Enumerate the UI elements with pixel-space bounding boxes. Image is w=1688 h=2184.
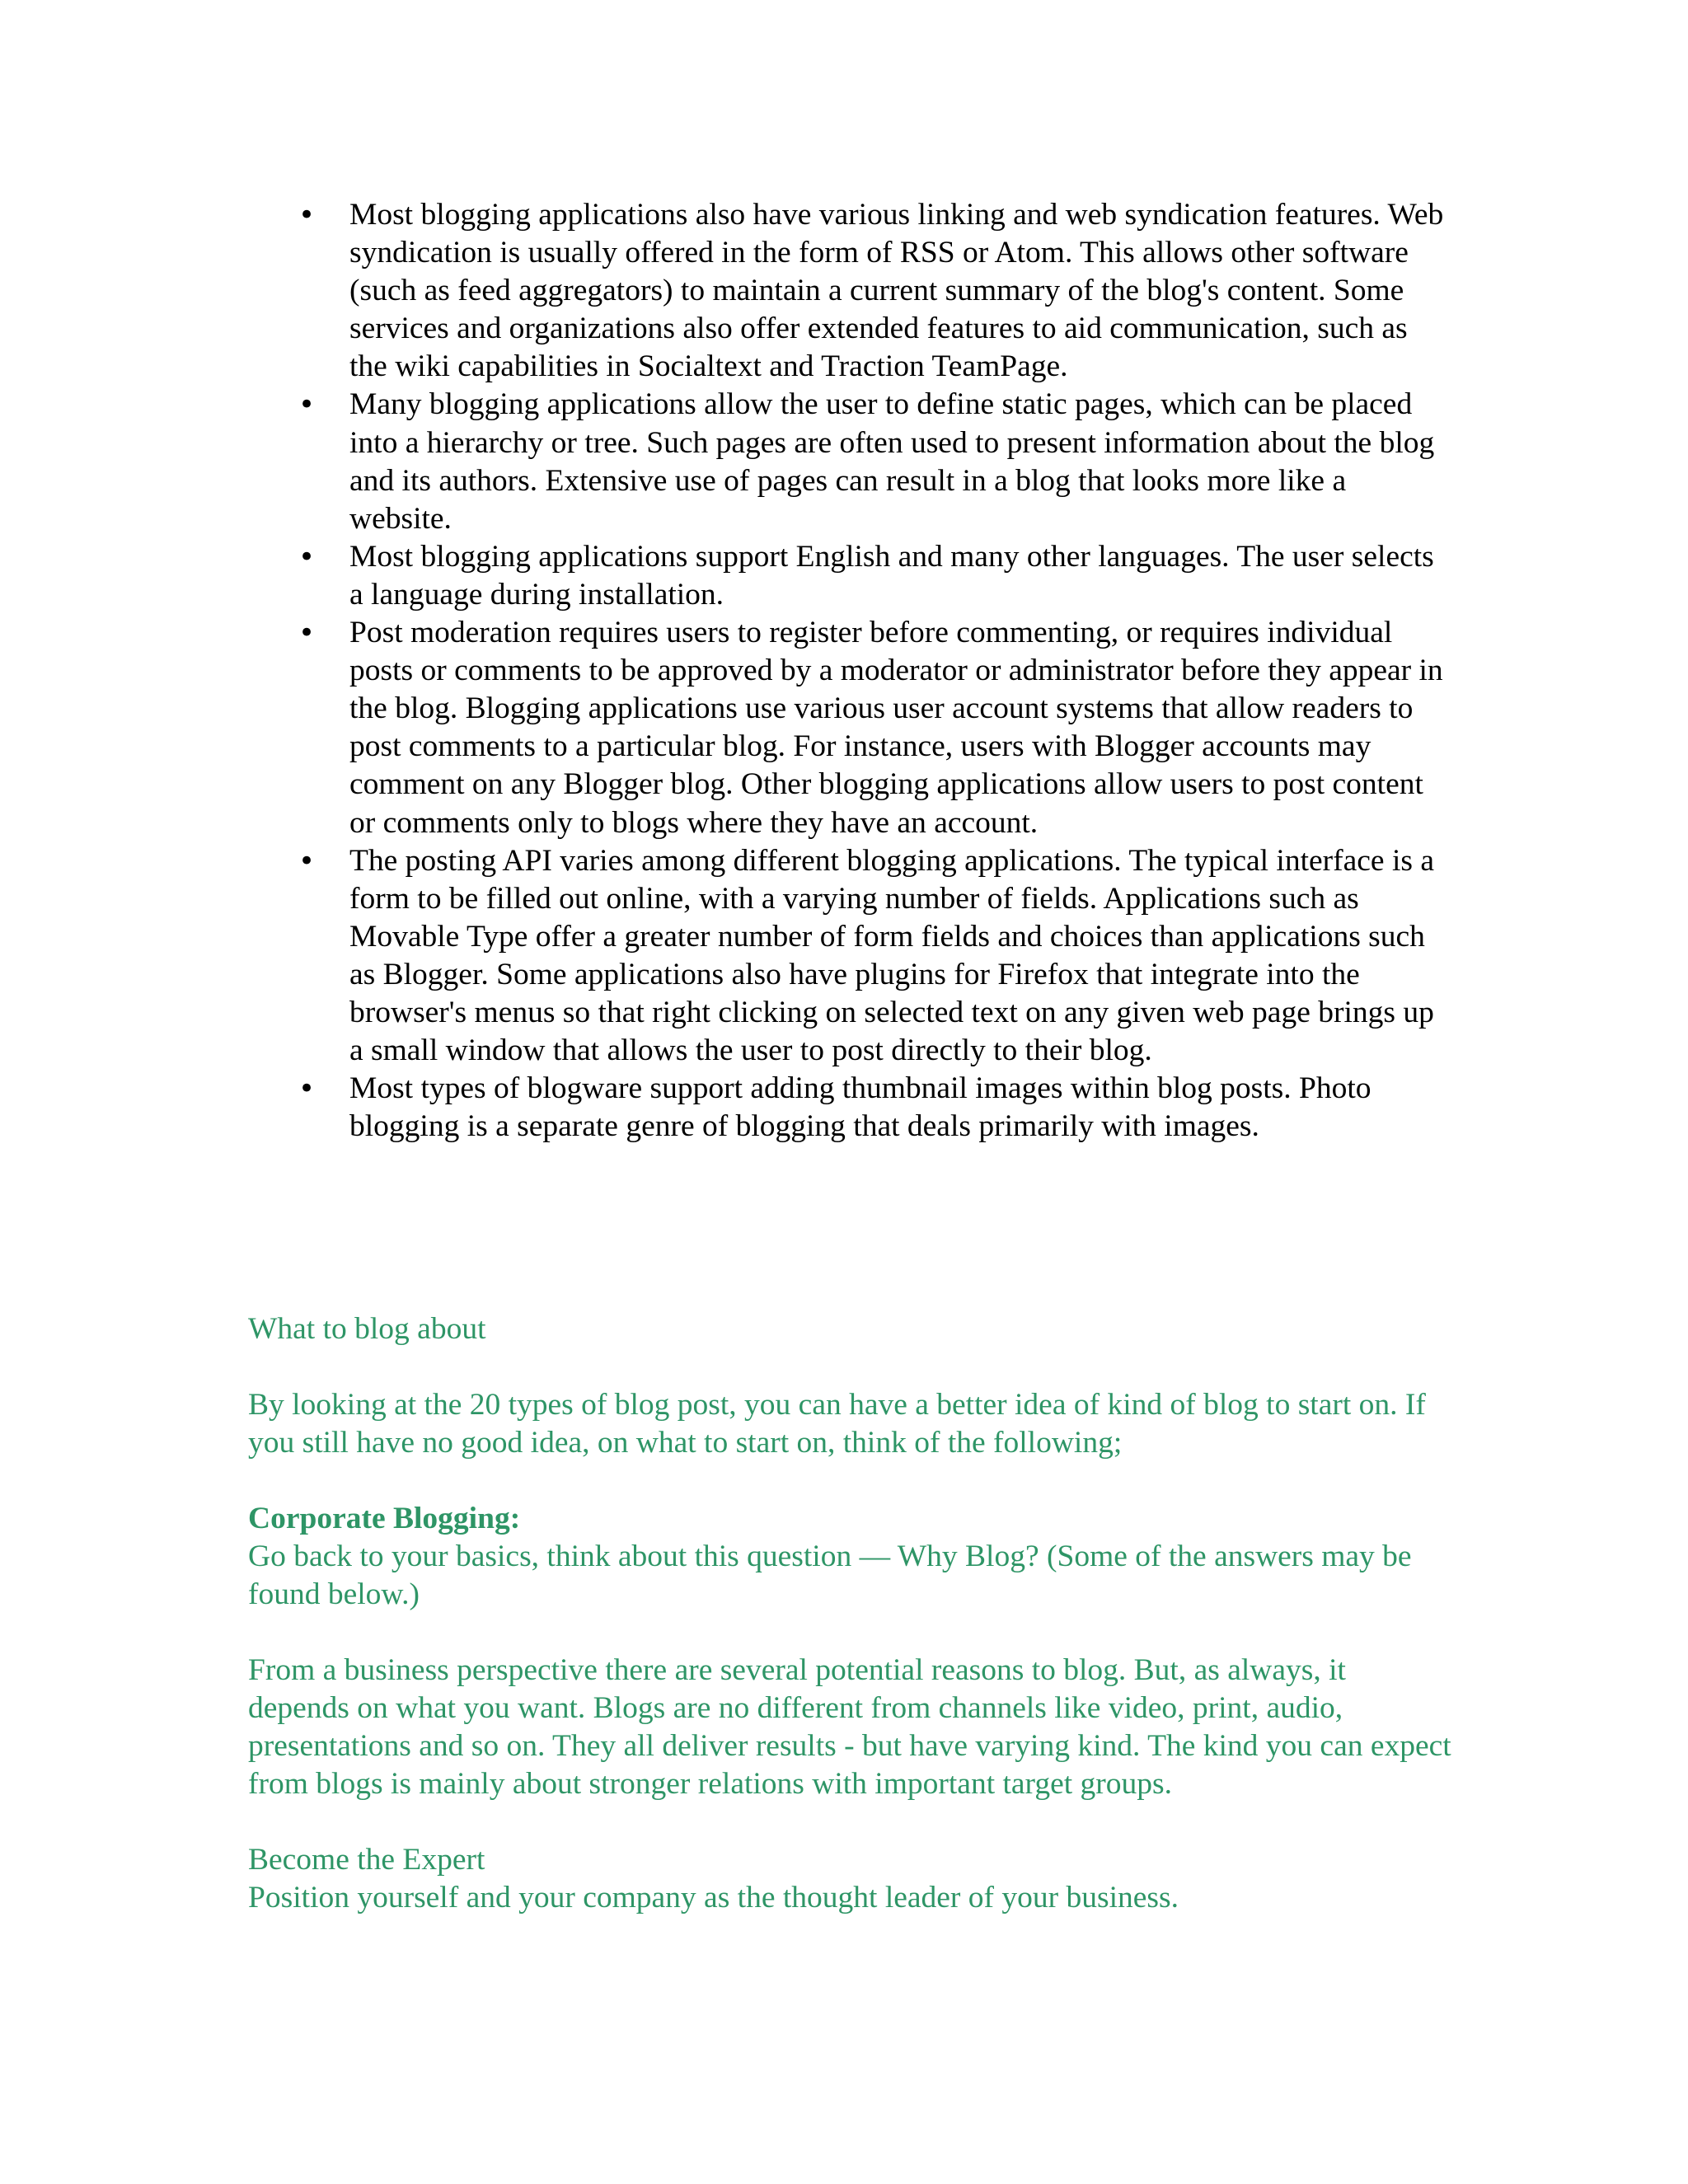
bullet-text: Most blogging applications support English and many other languages. The user selects a language during installation. xyxy=(349,539,1434,612)
intro-paragraph xyxy=(248,1386,1451,1462)
bullet-item-syndication xyxy=(297,196,1451,386)
bullet-dot-icon: • xyxy=(298,540,316,574)
corporate-blogging-block xyxy=(248,1500,1451,1614)
corporate-heading: Corporate Blogging: xyxy=(248,1502,521,1535)
bullet-dot-icon: • xyxy=(298,844,316,878)
bullet-dot-icon: • xyxy=(298,616,316,650)
bullet-item-posting-api xyxy=(297,842,1451,1071)
business-paragraph xyxy=(248,1652,1451,1803)
expert-heading: Become the Expert xyxy=(248,1843,485,1877)
bullet-dot-icon: • xyxy=(298,1072,316,1106)
section-heading-what-to-blog xyxy=(248,1310,1451,1348)
expert-block xyxy=(248,1841,1451,1917)
intro-text: By looking at the 20 types of blog post, you can have a better idea of kind of blog to start on. If you still have no good idea, on what to start on, think of the following; xyxy=(248,1388,1426,1460)
bullet-text: Most blogging applications also have various linking and web syndication features. Web syndication is usually offered in the form of RSS or Atom. This allows other software (such as feed aggregators) to maintain a current summary of the blog's content. Some services and organizations also offer extended features to aid communication, such as the wiki capabilities in Socialtext and Traction TeamPage. xyxy=(349,198,1444,384)
bullet-text: Many blogging applications allow the user to define static pages, which can be placed into a hierarchy or tree. Such pages are often used to present information about the blog and its authors. Extensive use of pages can result in a blog that looks more like a website. xyxy=(349,387,1435,536)
corporate-text: Go back to your basics, think about this question — Why Blog? (Some of the answers may be found below.) xyxy=(248,1540,1412,1612)
feature-bullet-list xyxy=(297,196,1451,1146)
bullet-dot-icon: • xyxy=(298,199,316,232)
bullet-item-static-pages xyxy=(297,386,1451,537)
bullet-item-languages xyxy=(297,538,1451,614)
expert-text: Position yourself and your company as the thought leader of your business. xyxy=(248,1881,1179,1915)
bullet-item-thumbnails xyxy=(297,1070,1451,1146)
bullet-dot-icon: • xyxy=(298,388,316,422)
bullet-text: Post moderation requires users to register before commenting, or requires individual posts or comments to be approved by a moderator or administrator before they appear in the blog. Blogging applications use various user account systems that allow readers to post comments to a particular blog. For instance, users with Blogger accounts may comment on any Blogger blog. Other blogging applications allow users to post content or comments only to blogs where they have an account. xyxy=(349,616,1443,840)
section-heading: What to blog about xyxy=(248,1312,486,1346)
bullet-text: The posting API varies among different blogging applications. The typical interface is a form to be filled out online, with a varying number of fields. Applications such as Movable Type offer a greater number of form fields and choices than applications such as Blogger. Some applications also have plugins for Firefox that integrate into the browser's menus so that right clicking on selected text on any given web page brings up a small window that allows the user to post directly to their blog. xyxy=(349,843,1434,1068)
bullet-item-moderation xyxy=(297,614,1451,842)
business-text: From a business perspective there are several potential reasons to blog. But, as always, it depends on what you want. Blogs are no different from channels like video, print, audio, presentations and so on. They all deliver results - but have varying kind. The kind you can expect from blogs is mainly about stronger relations with important target groups. xyxy=(248,1653,1451,1802)
bullet-text: Most types of blogware support adding thumbnail images within blog posts. Photo blogging is a separate genre of blogging that deals primarily with images. xyxy=(349,1071,1372,1144)
